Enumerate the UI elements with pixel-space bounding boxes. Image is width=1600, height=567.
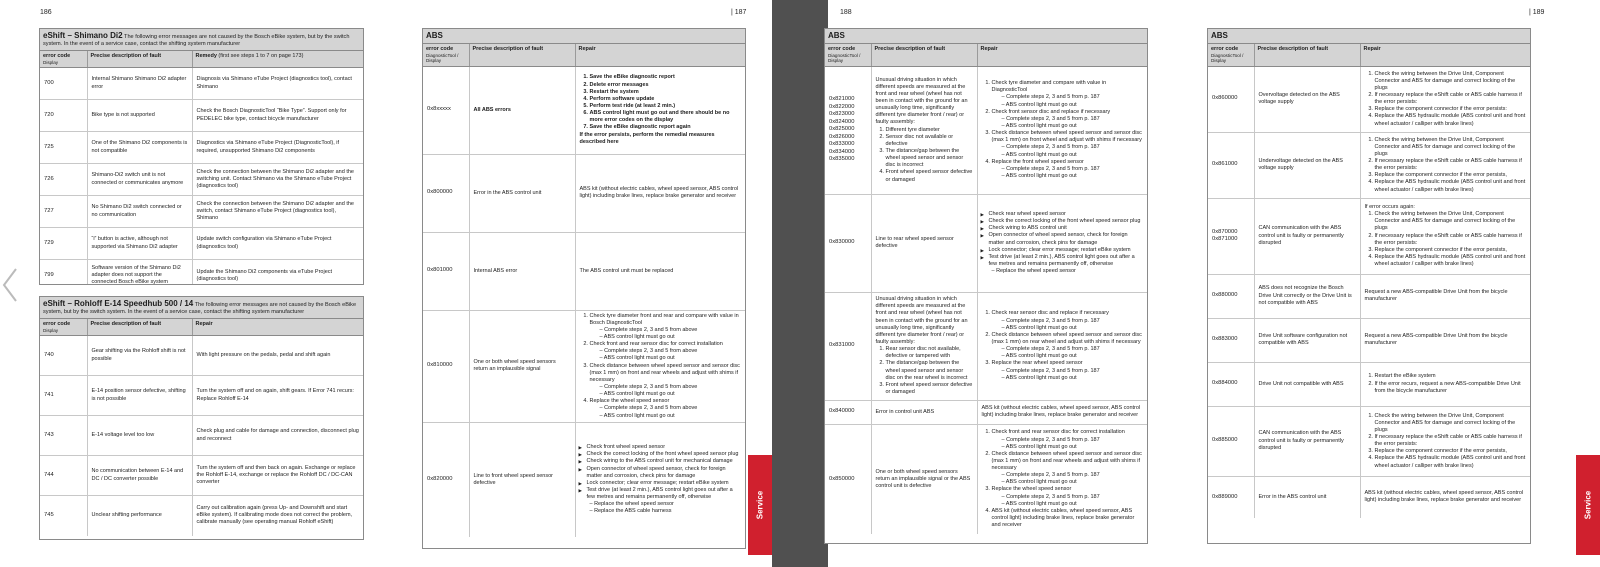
table-row: 0x850000 One or both wheel speed sensors return an implausible signal or the ABS control unit is defective 1. Check front and rear sensor disc for correct installation – Complete steps 2, 3 and 5 from p. 187 – ABS control light must go out 2. Check distance between wheel speed sensor and sensor disc (max 1 mm) on front and rear wheels and adjust with shims if necessary – Complete steps 2, 3 and 5 from p. 187 – ABS control light must go out 3. Replace the wheel speed sensor – Complete steps 2, 3 and 5 from p. 187 – ABS control light must go out 4. ABS kit (without electric cables, wheel speed sensor, ABS control light) including brake lines, replace brake generator and receiver <box>825 424 1147 534</box>
col-remedy: Remedy (first see steps 1 to 7 on page 173) <box>192 51 363 68</box>
remedy: Update switch configuration via Shimano eTube Project (diagnostics tool) <box>192 228 363 260</box>
abs-title: ABS <box>1208 29 1530 44</box>
table-row <box>40 132 363 164</box>
col-error-code: error code Display <box>40 319 87 336</box>
table-row: 0x810000 One or both wheel speed sensors return an implausible signal 1. Check tyre diameter front and rear and compare with value in Bosch DiagnosticTool – Complete steps 2, 3 and 5 from above – ABS control light must go out 2. Check front and rear sensor disc for correct installation – Complete steps 2, 3 and 5 from above – ABS control light must go out 3. Check distance between wheel speed sensor and sensor disc (max 1 mm) on front and rear wheels and adjust with shims if necessary – Complete steps 2, 3 and 5 from above – ABS control light must go out 4. Replace the wheel speed sensor – Complete steps 2, 3 and 5 from above – ABS control light must go out <box>423 310 745 422</box>
table-row <box>40 376 363 416</box>
abs-table-189 <box>1207 28 1531 544</box>
error-code: 740 <box>40 336 87 376</box>
remedy: Check plug and cable for damage and connection, disconnect plug and reconnect <box>192 416 363 456</box>
table-row: 0x880000 ABS does not recognize the Bosch Drive Unit correctly or the Drive Unit is not compatible with ABS Request a new ABS-compatible Drive Unit from the bicycle manufacturer <box>1208 274 1530 318</box>
fault-description: No Shimano Di2 switch connected or no communication <box>87 196 192 228</box>
table-row: 0x840000 Error in control unit ABS ABS kit (without electric cables, wheel speed sensor, ABS control light) including brake lines, replace brake generator and receiver <box>825 400 1147 424</box>
page-187 <box>386 0 772 567</box>
remedy: Check the Bosch DiagnosticTool “Bike Type”. Support only for PEDELEC bike type, contact bicycle manufacturer <box>192 100 363 132</box>
col-description: Precise description of fault <box>1254 44 1360 66</box>
error-code: 727 <box>40 196 87 228</box>
table-row: 0x830000 Line to rear wheel speed sensor defective ▶ Check rear wheel speed sensor ▶ Check the correct locking of the front wheel speed sensor plug ▶ Check wiring to ABS control unit ▶ Open connector of wheel speed sensor, check for foreign matter and corrosion, check pins for damage ▶ Lock connector; clear error message; restart eBike system ▶ Test drive (at least 2 min.), ABS control light goes out after a few metres and remains permanently off, otherwise – Replace the wheel speed sensor <box>825 194 1147 292</box>
error-code: 741 <box>40 376 87 416</box>
col-repair: Repair <box>1360 44 1530 66</box>
table-row <box>40 496 363 536</box>
fault-description: E-14 position sensor defective, shifting is not possible <box>87 376 192 416</box>
page-number: 188 <box>840 9 852 16</box>
fault-description: Internal Shimano Shimano Di2 adapter error <box>87 68 192 100</box>
page-number: 186 <box>40 9 52 16</box>
rohloff-table <box>39 296 364 540</box>
table-row <box>40 228 363 260</box>
table-row <box>40 196 363 228</box>
col-error-code: error code DiagnosticTool / Display <box>1208 44 1254 66</box>
chevron-right-icon[interactable] <box>1578 265 1600 305</box>
col-error-code: error code DiagnosticTool / Display <box>825 44 871 66</box>
table-row: 0x860000 Overvoltage detected on the ABS voltage supply 1. Check the wiring between the Drive Unit, Component Connector and ABS for damage and correct locking of the plugs 2. If necessary replace the eShift cable or ABS cable harness if the error persists: 3. Replace the component connector if the error persists: 4. Replace the ABS hydraulic module (ABS control unit and front wheel actuator / calliper with brake lines) <box>1208 66 1530 132</box>
fault-description: E-14 voltage level too low <box>87 416 192 456</box>
col-description: Precise description of fault <box>87 51 192 68</box>
fault-description: Gear shifting via the Rohloff shift is not possible <box>87 336 192 376</box>
abs-title: ABS <box>423 29 745 44</box>
col-repair: Repair <box>575 44 745 66</box>
page-186 <box>0 0 386 567</box>
fault-description: Bike type is not supported <box>87 100 192 132</box>
table-row <box>40 416 363 456</box>
error-code: 726 <box>40 164 87 196</box>
remedy: Update the Shimano Di2 components via eTube Project (diagnostics tool) <box>196 268 333 282</box>
page-number: | 189 <box>1529 9 1545 16</box>
fault-description: Unclear shifting performance <box>87 496 192 536</box>
page-189 <box>1211 0 1600 567</box>
remedy: Turn the system off and on again, shift gears. If Error 741 recurs: Replace Rohloff E-14 <box>192 376 363 416</box>
table-row: 0x820000 Line to front wheel speed sensor defective ▶ Check front wheel speed sensor ▶ Check the correct locking of the front wheel speed sensor plug ▶ Check wiring to the ABS control unit for mechanical damage ▶ Open connector of wheel speed sensor, check for foreign matter and corrosion, check pins for damage ▶ Lock connector; clear error message; restart eBike system ▶ Test drive (at least 2 min.), ABS control light goes out after a few metres and remains permanently off, otherwise – Replace the wheel speed sensor – Replace the ABS cable harness <box>423 422 745 537</box>
abs-table-187 <box>422 28 746 549</box>
fault-description: No communication between E-14 and DC / DC converter possible <box>87 456 192 496</box>
table-row: 0x870000 0x871000 CAN communication with the ABS control unit is faulty or permanently disrupted If error occurs again: 1. Check the wiring between the Drive Unit, Component Connector and ABS for damage and correct locking of the plugs 2. If necessary replace the eShift cable or ABS cable harness if the error persists: 3. Replace the component connector if the error persists, 4. Replace the ABS hydraulic module (ABS control unit and front wheel actuator / calliper with brake lines) <box>1208 198 1530 274</box>
table-row <box>40 164 363 196</box>
error-code: 745 <box>40 496 87 536</box>
col-description: Precise description of fault <box>469 44 575 66</box>
remedy: Carry out calibration again (press Up- and Downshift and start eBike system). If calibrating mode does not correct the problem, calibrate manually (see operating manual Rohloff eShift) <box>196 505 353 526</box>
service-tab: Service <box>748 455 772 555</box>
col-repair: Repair <box>977 44 1147 66</box>
remedy: Diagnosis via Shimano eTube Project (diagnostics tool), contact Shimano <box>192 68 363 100</box>
fault-description: Shimano-Di2 switch unit is not connected or communicates anymore <box>87 164 192 196</box>
shimano-table <box>39 28 364 285</box>
shimano-title: eShift – Shimano Di2 The following error messages are not caused by the Bosch eBike system, but by the switch system. In the event of a service case, contact the shifting system manufacturer <box>40 29 363 51</box>
remedy: With light pressure on the pedals, pedal and shift again <box>192 336 363 376</box>
remedy: Diagnostics via Shimano eTube Project (DiagnosticTool), if required, unsupported Shimano Di2 components <box>192 132 363 164</box>
table-row: 0x8xxxxx All ABS errors 1. Save the eBike diagnostic report 2. Delete error messages 3. Restart the system 4. Perform software update 5. Perform test ride (at least 2 min.) 6. ABS control light must go out and there should be no more error codes on the display 7. Save the eBike diagnostic report again If the error persists, perform the remedial measures described here <box>423 66 745 154</box>
fault-description: “i” button is active, although not supported via Shimano Di2 adapter <box>87 228 192 260</box>
table-row: 0x821000 0x822000 0x823000 0x824000 0x825000 0x826000 0x833000 0x834000 0x835000 Unusual driving situation in which different speeds are measured at the front and rear wheel (wheel has not been in contact with the ground for an unusually long time, significantly different tyre diameter front / rear) or faulty assembly: 1. Different tyre diameter 2. Sensor disc not available or defective 3. The distance/gap between the wheel speed sensor and sensor disc is incorrect 4. Front wheel speed sensor defective or damaged 1. Check tyre diameter and compare with value in DiagnosticTool – Complete steps 2, 3 and 5 from p. 187 – ABS control light must go out 2. Check front sensor disc and replace if necessary – Complete steps 2, 3 and 5 from p. 187 – ABS control light must go out 3. Check distance between wheel speed sensor and sensor disc (max 1 mm) on front wheel and adjust with shims if necessary – Complete steps 2, 3 and 5 from p. 187 – ABS control light must go out 4. Replace the front wheel speed sensor – Complete steps 2, 3 and 5 from p. 187 – ABS control light must go out <box>825 66 1147 194</box>
error-code: 700 <box>40 68 87 100</box>
table-row: 0x861000 Undervoltage detected on the ABS voltage supply 1. Check the wiring between the Drive Unit, Component Connector and ABS for damage and correct locking of the plugs 2. If necessary replace the eShift cable or ABS cable harness if the error persists: 3. Replace the component connector if the error persists, 4. Replace the ABS hydraulic module (ABS control unit and front wheel actuator / calliper with brake lines) <box>1208 132 1530 198</box>
chapter-tab-strip <box>748 0 772 567</box>
page-188 <box>828 0 1214 567</box>
table-row: 0x883000 Drive Unit software configuration not compatible with ABS Request a new ABS-compatible Drive Unit from the bicycle manufacturer <box>1208 318 1530 362</box>
chevron-left-icon[interactable] <box>0 265 22 305</box>
error-code: 743 <box>40 416 87 456</box>
error-code: 799 <box>40 260 87 285</box>
error-code: 744 <box>40 456 87 496</box>
table-row: 0x800000 Error in the ABS control unit ABS kit (without electric cables, wheel speed sensor, ABS control light) including brake lines, replace brake generator and receiver <box>423 154 745 232</box>
col-description: Precise description of fault <box>871 44 977 66</box>
service-tab: Service <box>1576 455 1600 555</box>
table-row <box>40 456 363 496</box>
col-error-code: error code DiagnosticTool / Display <box>423 44 469 66</box>
table-row <box>40 336 363 376</box>
table-row: 0x884000 Drive Unit not compatible with ABS 1. Restart the eBike system 2. If the error recurs, request a new ABS-compatible Drive Unit from the bicycle manufacturer <box>1208 362 1530 406</box>
page-number: | 187 <box>731 9 747 16</box>
fault-description: Software version of the Shimano Di2 adapter does not support the connected Bosch eBike system <box>87 260 192 285</box>
error-code: 720 <box>40 100 87 132</box>
table-row: 0x885000 CAN communication with the ABS control unit is faulty or permanently disrupted 1. Check the wiring between the Drive Unit, Component Connector and ABS for damage and correct locking of the plugs 2. If necessary replace the eShift cable or ABS cable harness if the error persists: 3. Replace the component connector if the error persists, 4. Replace the ABS hydraulic module (ABS control unit and front wheel actuator / calliper with brake lines) <box>1208 406 1530 476</box>
spread-right <box>828 0 1600 567</box>
col-error-code: error code Display <box>40 51 87 68</box>
fault-description: One of the Shimano Di2 components is not compatible <box>87 132 192 164</box>
table-row <box>40 68 363 100</box>
remedy: Check the connection between the Shimano Di2 adapter and the switch, contact Shimano eTube Project (diagnostics tool), Shimano <box>192 196 363 228</box>
abs-title: ABS <box>825 29 1147 44</box>
col-repair: Repair <box>192 319 363 336</box>
table-row <box>40 100 363 132</box>
rohloff-title: eShift – Rohloff E-14 Speedhub 500 / 14 The following error messages are not caused by the Bosch eBike system, but by the switch system. In the event of a service case, contact the shifting system manufacturer <box>40 297 363 319</box>
remedy: Turn the system off and then back on again. Exchange or replace the Rohloff E-14, exchange or replace the Rohloff DC / DC-CAN converter <box>192 456 363 496</box>
spread-gap <box>772 0 828 567</box>
remedy: Check the connection between the Shimano Di2 adapter and the switching unit. Contact Shimano via the Shimano eTube Project (diagnostics tool) <box>192 164 363 196</box>
table-row <box>40 260 363 285</box>
spread-left <box>0 0 772 567</box>
error-code: 725 <box>40 132 87 164</box>
table-row: 0x831000 Unusual driving situation in which different speeds are measured at the front and rear wheel (wheel has not been in contact with the ground for an unusually long time, significantly different tyre diameter front / rear) or faulty assembly: 1. Rear sensor disc not available, defective or tampered with 2. The distance/gap between the wheel speed sensor and sensor disc on the rear wheel is incorrect 3. Front wheel speed sensor defective or damaged 1. Check rear sensor disc and replace if necessary – Complete steps 2, 3 and 5 from p. 187 – ABS control light must go out 2. Check distance between wheel speed sensor and sensor disc (max 1 mm) on rear wheel and adjust with shims if necessary – Complete steps 2, 3 and 5 from p. 187 – ABS control light must go out 3. Replace the rear wheel speed sensor – Complete steps 2, 3 and 5 from p. 187 – ABS control light must go out <box>825 292 1147 400</box>
col-description: Precise description of fault <box>87 319 192 336</box>
abs-table-188 <box>824 28 1148 544</box>
error-code: 729 <box>40 228 87 260</box>
table-row: 0x889000 Error in the ABS control unit ABS kit (without electric cables, wheel speed sensor, ABS control light) including brake lines, replace brake generator and receiver <box>1208 476 1530 518</box>
table-row: 0x801000 Internal ABS error The ABS control unit must be replaced <box>423 232 745 310</box>
